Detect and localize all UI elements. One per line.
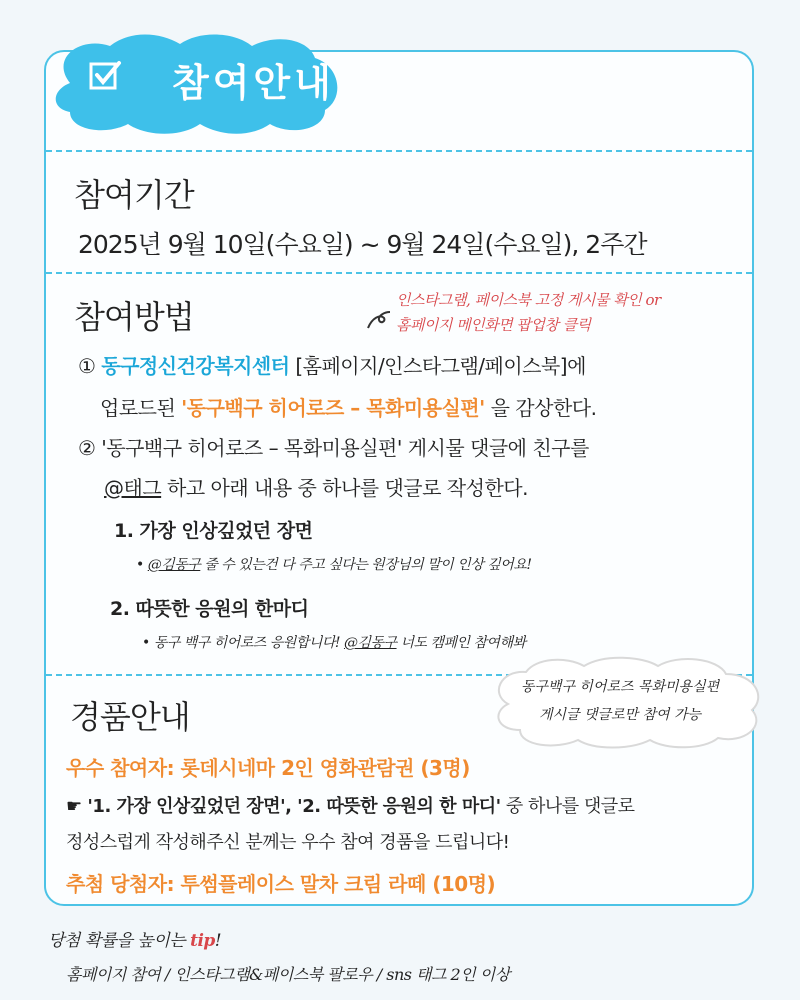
prize-excellent: 우수 참여자: 롯데시네마 2인 영화관람권 (3명) [66,756,470,780]
prize-condition-line2: 정성스럽게 작성해주신 분께는 우수 참여 경품을 드립니다! [66,832,510,853]
step2-line2-text: 하고 아래 내용 중 하나를 댓글로 작성한다. [161,476,528,500]
checkbox-check-icon [88,58,122,92]
bullet-dot: • [136,557,144,573]
section-divider [46,150,752,152]
step1-line2 [100,392,596,421]
step1-line2-a: 업로드된 [100,396,182,420]
pointer-hand-icon: ☛ [66,796,82,817]
step1-number: ① [78,354,96,378]
option1-example-text: 줄 수 있는건 다 주고 싶다는 원장님의 말이 인상 깊어요! [200,557,532,573]
prize-condition-bold: '1. 가장 인상깊었던 장면', '2. 따뜻한 응원의 한 마디' [81,796,501,817]
method-note-line1: 인스타그램, 페이스북 고정 게시물 확인 or [396,291,661,309]
curl-arrow-icon [366,310,392,330]
step2-number: ② [78,436,96,460]
prize-condition-rest: 중 하나를 댓글로 [500,796,635,817]
page-title: 참여안내 [172,61,335,105]
tip-line1-b: ! [214,931,222,951]
step2-tag: @태그 [104,476,162,500]
section-divider [46,272,752,274]
option2-example-tag: @김동구 [343,635,397,651]
option1-example [136,554,531,574]
step1-highlight: '동구백구 히어로즈 – 목화미용실편' [181,396,485,420]
method-heading: 참여방법 [74,298,194,336]
period-heading: 참여기간 [74,176,194,214]
option2-title: 2. 따뜻한 응원의 한마디 [110,598,309,620]
period-text: 2025년 9월 10일(수요일) ~ 9월 24일(수요일), 2주간 [78,230,647,259]
method-note-line2: 홈페이지 메인화면 팝업창 클릭 [396,316,591,334]
tip-line2: 홈페이지 참여 / 인스타그램&페이스북 팔로우 / sns 태그 2인 이상 [66,965,510,984]
option2-example-b: 너도 캠페인 참여해봐 [396,635,526,651]
step1-channels: [홈페이지/인스타그램/페이스북]에 [289,354,586,378]
bullet-dot: • [142,635,150,651]
step2-line1 [78,432,589,461]
option1-title: 1. 가장 인상깊었던 장면 [114,520,313,542]
step2-line2 [104,472,528,501]
step1-line2-b: 을 감상한다. [484,396,597,420]
cloud-line1: 동구백구 히어로즈 목화미용실편 [520,679,720,695]
prize-condition-line1 [66,792,635,818]
prize-lottery: 추첨 당첨자: 투썸플레이스 말차 크림 라떼 (10명) [66,872,496,896]
option2-example [142,632,526,652]
step1-org: 동구정신건강복지센터 [101,354,290,378]
cloud-line2: 게시글 댓글로만 참여 가능 [538,707,702,723]
prize-heading: 경품안내 [70,698,190,736]
option1-example-tag: @김동구 [147,557,201,573]
speech-cloud [486,654,768,750]
option2-example-a: 동구 백구 히어로즈 응원합니다! [153,635,344,651]
tip-line1-a: 당첨 확률을 높이는 [48,931,191,951]
tip-word: tip [190,931,215,951]
step1-line1 [78,350,586,379]
tip-line1 [48,926,221,951]
step2-line1-text: '동구백구 히어로즈 – 목화미용실편' 게시물 댓글에 친구를 [101,436,589,460]
